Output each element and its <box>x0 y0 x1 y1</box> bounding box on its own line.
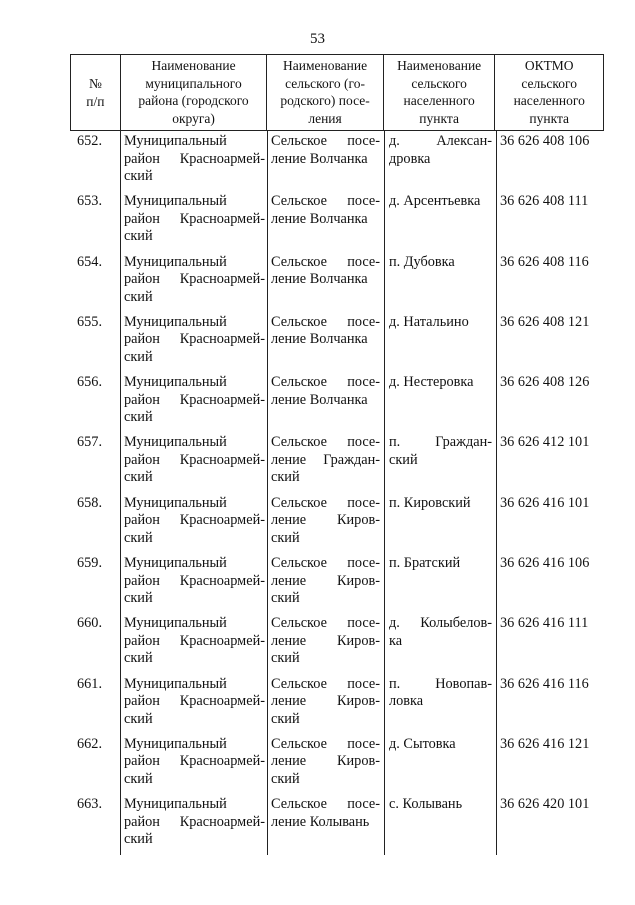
row-number: 658. <box>77 494 103 511</box>
table-body <box>70 131 604 855</box>
locality-name: д. Колыбелов- ка <box>389 615 492 649</box>
district-name: Муниципальный район Красноармей- ский <box>124 796 265 848</box>
table-row <box>70 493 604 553</box>
settlement-name: Сельское посе- ление Волчанка <box>271 313 380 348</box>
settlement-name: Сельское посе- ление Волчанка <box>271 374 380 408</box>
settlement-name: Сельское посе- ление Киров- ский <box>271 555 380 607</box>
district-name: Муниципальный район Красноармей- ский <box>124 494 265 546</box>
table-row <box>70 432 604 492</box>
locality-name: д. Натальино <box>389 313 469 330</box>
row-number: 663. <box>77 796 103 813</box>
row-number: 656. <box>77 374 103 391</box>
oktmo-code: 36 626 416 121 <box>500 735 590 752</box>
table-row <box>70 131 604 191</box>
table-row <box>70 252 604 312</box>
table-row <box>70 553 604 613</box>
table-header <box>70 54 604 131</box>
oktmo-code: 36 626 408 111 <box>500 193 589 210</box>
settlement-name: Сельское посе- ление Волчанка <box>271 193 380 227</box>
table-row <box>70 191 604 251</box>
district-name: Муниципальный район Красноармей- ский <box>124 313 265 365</box>
oktmo-code: 36 626 408 116 <box>500 253 589 270</box>
row-number: 662. <box>77 735 103 752</box>
header-district: Наименование муниципального района (городского округа) <box>121 55 267 130</box>
district-name: Муниципальный район Красноармей- ский <box>124 133 265 184</box>
row-number: 659. <box>77 555 103 572</box>
district-name: Муниципальный район Красноармей- ский <box>124 374 265 426</box>
table-row <box>70 734 604 794</box>
oktmo-code: 36 626 416 106 <box>500 555 590 572</box>
row-number: 652. <box>77 133 103 149</box>
locality-name: д. Сытовка <box>389 735 456 752</box>
district-name: Муниципальный район Красноармей- ский <box>124 615 265 667</box>
row-number: 653. <box>77 193 103 210</box>
oktmo-code: 36 626 408 121 <box>500 313 590 330</box>
oktmo-code: 36 626 420 101 <box>500 796 590 813</box>
oktmo-code: 36 626 416 101 <box>500 494 590 511</box>
locality-name: п. Новопав- ловка <box>389 675 492 710</box>
row-number: 657. <box>77 434 103 451</box>
header-oktmo: ОКТМО сельского населенного пункта <box>513 58 585 126</box>
settlement-name: Сельское посе- ление Волчанка <box>271 253 380 288</box>
oktmo-code: 36 626 408 126 <box>500 374 590 391</box>
locality-name: д. Арсентьевка <box>389 193 481 210</box>
column-divider <box>496 131 497 855</box>
district-name: Муниципальный район Красноармей- ский <box>124 193 265 245</box>
district-name: Муниципальный район Красноармей- ский <box>124 253 265 305</box>
locality-name: д. Нестеровка <box>389 374 474 391</box>
district-name: Муниципальный район Красноармей- ский <box>124 555 265 607</box>
header-locality: Наименование сельского населенного пункта <box>384 55 496 130</box>
settlement-name: Сельское посе- ление Киров- ский <box>271 494 380 546</box>
header-number: № п/п <box>71 55 121 130</box>
oktmo-code: 36 626 412 101 <box>500 434 590 451</box>
header-settlement: Наименование сельского (го- родского) посе- ления <box>267 55 384 130</box>
locality-name: п. Кировский <box>389 494 471 511</box>
settlement-name: Сельское посе- ление Граждан- ский <box>271 434 380 486</box>
district-name: Муниципальный район Красноармей- ский <box>124 675 265 727</box>
settlement-name: Сельское посе- ление Киров- ский <box>271 615 380 667</box>
row-number: 654. <box>77 253 103 270</box>
column-divider <box>267 131 268 855</box>
table-row <box>70 312 604 372</box>
settlement-name: Сельское посе- ление Волчанка <box>271 133 380 167</box>
oktmo-code: 36 626 416 111 <box>500 615 589 632</box>
row-number: 655. <box>77 313 103 330</box>
row-number: 661. <box>77 675 103 692</box>
oktmo-code: 36 626 408 106 <box>500 133 590 149</box>
oktmo-code: 36 626 416 116 <box>500 675 589 692</box>
settlements-table <box>70 54 604 855</box>
table-row <box>70 372 604 432</box>
settlement-name: Сельское посе- ление Киров- ский <box>271 675 380 727</box>
page-number: 53 <box>310 31 325 47</box>
locality-name: д. Алексан- дровка <box>389 133 492 167</box>
row-number: 660. <box>77 615 103 632</box>
locality-name: п. Дубовка <box>389 253 455 270</box>
locality-name: п. Братский <box>389 555 461 572</box>
table-row <box>70 613 604 673</box>
column-divider <box>384 131 385 855</box>
settlement-name: Сельское посе- ление Колывань <box>271 796 380 830</box>
district-name: Муниципальный район Красноармей- ский <box>124 434 265 486</box>
settlement-name: Сельское посе- ление Киров- ский <box>271 735 380 787</box>
locality-name: п. Граждан- ский <box>389 434 492 468</box>
table-row <box>70 794 604 854</box>
column-divider <box>120 131 121 855</box>
locality-name: с. Колывань <box>389 796 463 813</box>
district-name: Муниципальный район Красноармей- ский <box>124 735 265 787</box>
table-row <box>70 674 604 734</box>
